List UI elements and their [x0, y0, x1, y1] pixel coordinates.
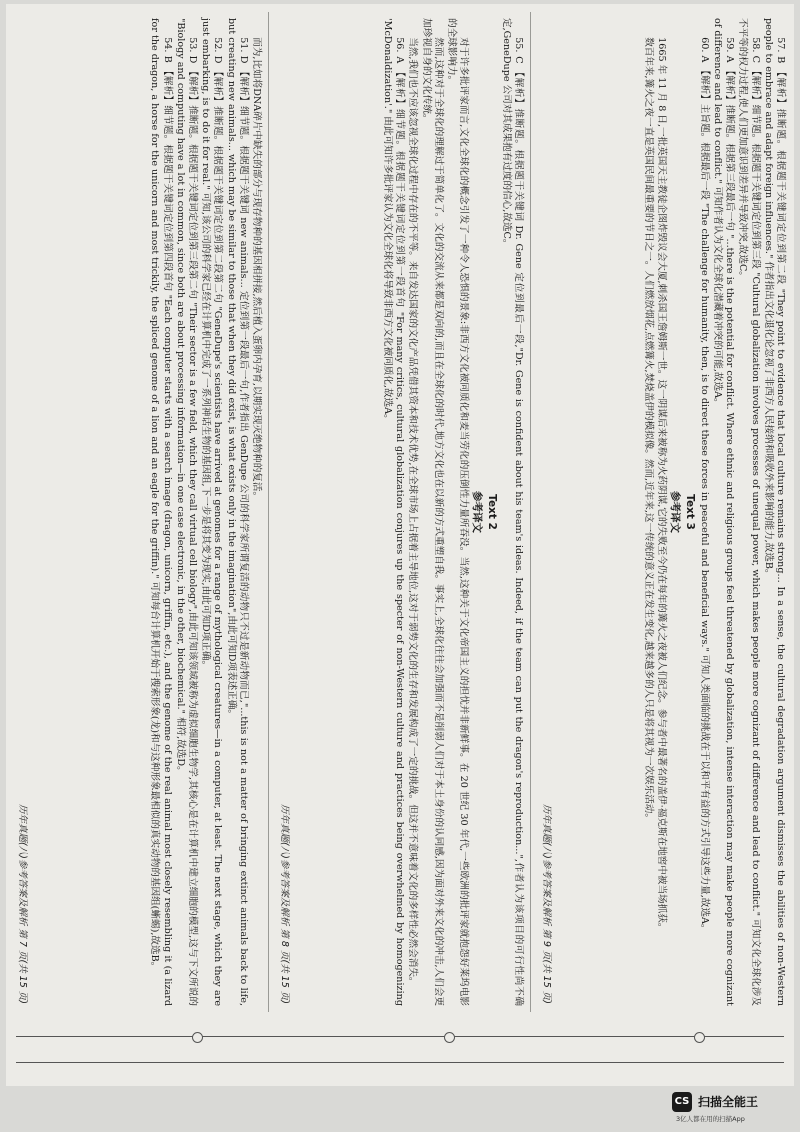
- paragraph: 51. D 【解析】细节题。根据题干关键词 new animals... 定位到第一段最后一句,作者指出 GenDupe 公司的科学家所谓复活的动物只不过是新动物而已,"...this is not a matter of bringing extinct animals back to life, but creating new animals... which may be similar to those that when they did exist, is what exists only in the imagination",由此可知D项表述正确。: [225, 18, 249, 1006]
- paragraph: 对于许多批评家而言,文化全球化的概念引发了一种令人恐惧的景象:非西方文化被同质化和麦当劳化的压倒性力量所吞没。当然,这种关于文化帝国主义的担忧并非新鲜事。在 20 世纪 30 年代,一些欧洲的批评家就抱怨好莱坞电影的全球影响力。: [445, 18, 470, 1006]
- binding-line: [16, 1062, 784, 1063]
- paragraph: 数百年来,篝火之夜一直是英国民间最重要的节日之一。人们燃放烟花,点燃篝火,焚烧盖伊的模拟像。然而,近年来,这一传统的意义正在发生变化,越来越多的人只是将其视为一次娱乐活动。: [642, 37, 654, 823]
- camscanner-logo-icon: CS: [672, 1092, 692, 1112]
- section-heading: Text 3: [683, 494, 696, 530]
- paragraph: 而为,比如将DNA碎片中缺失的部分与现存物种的基因相拼接,然后植入蛋卵内孕育,以期实现灭绝物种的复活。: [251, 37, 262, 502]
- section-heading: 参考译文: [669, 491, 682, 533]
- page-footer: 历年真题(八)参考答案及解析 第 8 页(共 15 页): [279, 803, 291, 1004]
- paragraph: 53. D 【解析】推断题。根据题干关键词定位到第三段第二句 "Their sector is a few field, which they call virtual cell biology",由此可知该领域被称为虚拟细胞生物学,其核心是在计算机中建立细胞的模型,这与下文所说的 "Biology and computing have a lot in common, since both are about processing information—in one case electronic, in the other, biochemical." 相符,故选D。: [174, 18, 198, 1006]
- watermark-tagline: 3亿人都在用的扫描App: [676, 1115, 745, 1123]
- paragraph: 然而,这种对于全球化的理解过于简单化了。文化的交流从来都是双向的,而且在全球化的时代,地方文化也在以新的方式重塑自我。事实上,全球化往往会加强而不是削弱人们对于本土身份的认同感,因为面对外来文化的冲击,人们会更加珍视自身的文化传统。: [420, 18, 444, 1006]
- page-footer: 历年真题(八)参考答案及解析 第 7 页(共 15 页): [17, 803, 29, 1004]
- paragraph: 52. D 【解析】推断题。根据题干关键词定位到第二段第二句 "GeneDupe's scientists have arrived at genomes for a range of mythological creatures—in a computer, at least. The next stage, which they are just embarking, is to do it for real." 可知,该公司的科学家已经在计算机中完成了一系列神话生物的基因组,下一步是将其变为现实,由此可知D项正确。: [200, 18, 224, 1006]
- column-left: [12, 12, 264, 1012]
- paragraph: 58. C 【解析】细节题。根据题干关键词定位到第三段 "Cultural globalization involves processes of unequal power, which makes people more cognizant of difference and lead to conflict." 可知文化全球化涉及不平等的权力过程,使人们更加意识到差异并导致冲突,故选C。: [737, 18, 761, 1006]
- paragraph: 60. A 【解析】主旨题。根据最后一段 "The challenge for humanity, then, is to direct these forces in peaceful and beneficial ways." 可知人类面临的挑战在于以和平有益的方式引导这些力量,故选A。: [698, 37, 710, 934]
- paragraph: 1665 年 11 月 8 日,一批英国天主教徒企图炸毁议会大厦,刺杀国王詹姆斯一世。这一阴谋后来被称为火药阴谋,它的失败至今仍在每年的篝火之夜被人们纪念。参与者中最著名的盖伊·福克斯在地窖中被当场抓获。: [656, 37, 668, 933]
- punch-hole: [694, 1032, 705, 1043]
- scanner-watermark: [672, 1090, 784, 1122]
- section-heading: 参考译文: [471, 491, 484, 533]
- scanned-page: [6, 4, 794, 1086]
- watermark-name: 扫描全能王: [698, 1095, 759, 1109]
- paragraph: 56. A 【解析】细节题。根据题干关键词定位到第一段首句 "For many critics, cultural globalization conjures up the specter of non-Western culture and practices being overwhelmed by homogenizing 'McDonaldization'." 由此可知许多批评家认为文化全球化将导致非西方文化被同质化,故选A。: [381, 18, 406, 1006]
- section-heading: Text 2: [485, 494, 498, 530]
- paragraph: 57. B 【解析】推断题。根据题干关键词定位到第二段 "They point to evidence that local culture remains strong... In a sense, the cultural degradation argument dismisses the abilities of non-Western people to embrace and adapt foreign influences." 作者指出文化退化论忽视了非西方人民接纳和吸收外来影响的能力,故选B。: [762, 18, 786, 1006]
- column-divider: [530, 12, 531, 1012]
- paragraph: 55. C 【解析】推断题。根据题干关键词 Dr. Gene 定位到最后一段,"Dr. Gene is confident about his team's ideas. Indeed, if the team can put the dragon's reproduction...",作者认为该项目的可行性尚不确定,GeneDupe 公司对其成果抱有过度的信心,故选C。: [500, 18, 524, 1006]
- binding-line: [16, 1036, 784, 1037]
- punch-hole: [444, 1032, 455, 1043]
- binding-margin: [16, 1014, 784, 1080]
- paragraph: 59. A 【解析】推断题。根据第三段最后一句 "...there is the potential for conflict. Where ethnic and religious groups feel threatened by globalization, intense interaction may make people more cognizant of difference and lead to conflict." 可知作者认为文化全球化潜藏着冲突的可能,故选A。: [711, 18, 736, 1006]
- column-text: [274, 12, 526, 1012]
- punch-hole: [192, 1032, 203, 1043]
- column-right: [536, 12, 788, 1012]
- column-middle: [274, 12, 526, 1012]
- column-text: [536, 12, 788, 1012]
- column-text: [12, 12, 264, 1012]
- page-footer: 历年真题(八)参考答案及解析 第 9 页(共 15 页): [541, 803, 553, 1004]
- paragraph: 当然,我们也不应该忽视全球化过程中存在的不平等。来自发达国家的文化产品凭借其资本和技术优势,在全球市场上占据着主导地位,这对于弱势文化的生存和发展构成了一定的挑战。但这并不意味着文化的多样性必然会消失。: [407, 37, 419, 987]
- paragraph: 54. B 【解析】细节题。根据题干关键词定位到第四段首句 "Each computer starts with a search image (dragon, unicorn, griffin, etc.), and the genome of the real animal most closely resembling it (a lizard for the dragon, a horse for the unicorn and most trickily, the spliced genome of a lion and an eagle for the griffin)." 可知每台计算机开始于搜索形象(龙)和与这种形象最相似的真实动物的基因组(蜥蜴),故选B。: [149, 18, 173, 1006]
- column-divider: [268, 12, 269, 1012]
